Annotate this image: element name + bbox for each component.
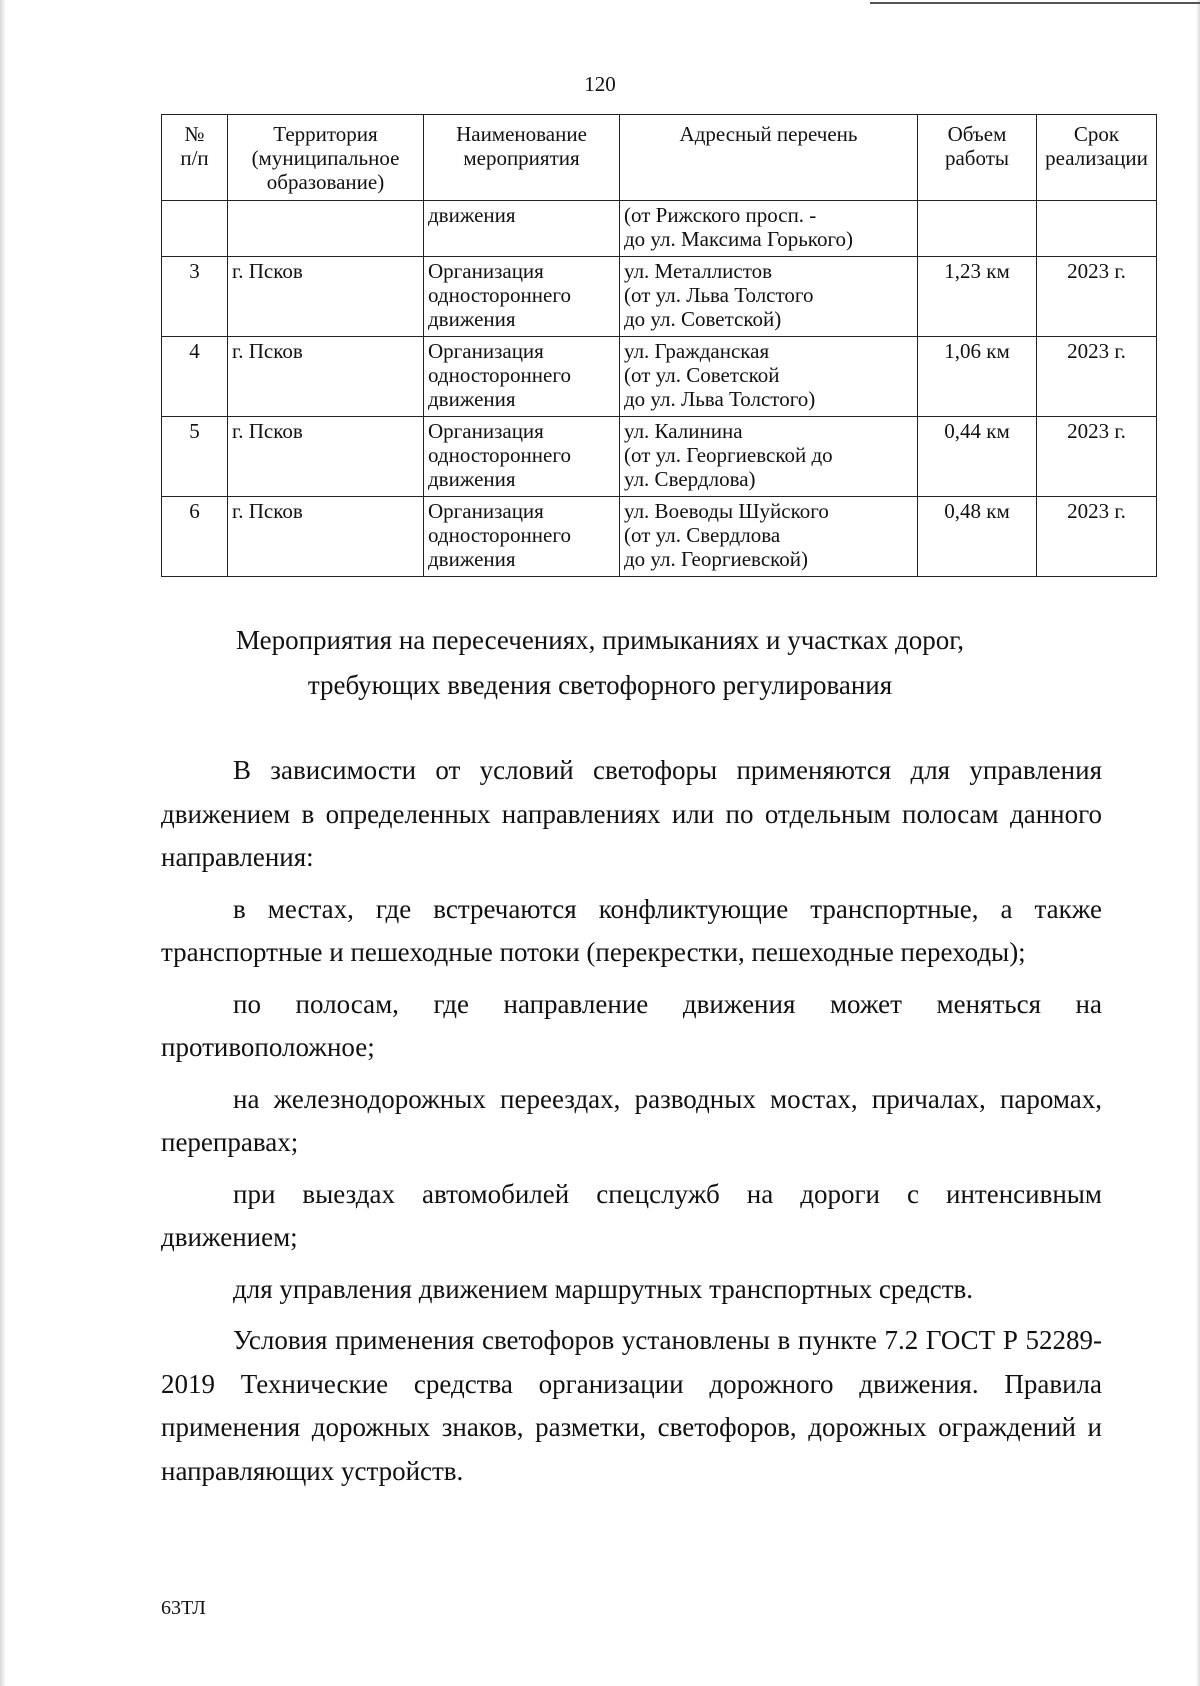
cell-address: ул. Металлистов (от ул. Льва Толстого до ул. Советской) xyxy=(620,257,918,337)
section-title-line-2: требующих введения светофорного регулирования xyxy=(307,670,893,700)
header-number: № п/п xyxy=(162,115,228,201)
footer-code: 63ТЛ xyxy=(161,1597,206,1619)
measures-table-container xyxy=(161,114,1148,577)
cell-volume xyxy=(918,201,1037,257)
cell-measure-name: Организация одностороннего движения xyxy=(424,337,620,417)
scan-top-rule xyxy=(870,2,1200,4)
table-row xyxy=(162,417,1157,497)
body-paragraph: при выездах автомобилей спецслужб на дороги с интенсивным движением; xyxy=(161,1178,1102,1252)
scan-edge-left xyxy=(0,0,6,1686)
section-title-line-1: Мероприятия на пересечениях, примыканиях и участках дорог, xyxy=(235,625,965,655)
cell-measure-name: Организация одностороннего движения xyxy=(424,417,620,497)
table-row xyxy=(162,201,1157,257)
cell-territory xyxy=(228,201,424,257)
section-title xyxy=(0,618,1200,708)
page-number: 120 xyxy=(584,72,616,96)
cell-volume: 0,48 км xyxy=(918,497,1037,577)
cell-measure-name: Организация одностороннего движения xyxy=(424,257,620,337)
header-work-volume: Объем работы xyxy=(918,115,1037,201)
cell-number xyxy=(162,201,228,257)
body-paragraph: по полосам, где направление движения может меняться на противоположное; xyxy=(161,988,1102,1062)
cell-number: 4 xyxy=(162,337,228,417)
measures-table xyxy=(161,114,1157,577)
cell-territory: г. Псков xyxy=(228,417,424,497)
cell-term: 2023 г. xyxy=(1037,417,1157,497)
body-paragraph: в местах, где встречаются конфликтующие транспортные, а также транспортные и пешеходные потоки (перекрестки, пешеходные переходы); xyxy=(161,893,1102,967)
cell-territory: г. Псков xyxy=(228,497,424,577)
cell-term: 2023 г. xyxy=(1037,497,1157,577)
cell-address: ул. Воеводы Шуйского (от ул. Свердлова до ул. Георгиевской) xyxy=(620,497,918,577)
scan-edge-right xyxy=(1196,0,1200,1686)
cell-address: ул. Гражданская (от ул. Советской до ул. Льва Толстого) xyxy=(620,337,918,417)
table-row xyxy=(162,257,1157,337)
table-header-row xyxy=(162,115,1157,201)
cell-address: ул. Калинина (от ул. Георгиевской до ул. Свердлова) xyxy=(620,417,918,497)
body-paragraph: для управления движением маршрутных транспортных средств. xyxy=(233,1273,974,1304)
body-paragraph: на железнодорожных переездах, разводных мостах, причалах, паромах, переправах; xyxy=(161,1083,1102,1157)
body-text xyxy=(161,749,1102,1501)
body-paragraph: В зависимости от условий светофоры применяются для управления движением в определенных направлениях или по отдельным полосам данного направления: xyxy=(161,755,1102,872)
cell-territory: г. Псков xyxy=(228,337,424,417)
table-row xyxy=(162,337,1157,417)
header-territory: Территория (муниципальное образование) xyxy=(228,115,424,201)
header-address-list: Адресный перечень xyxy=(620,115,918,201)
header-measure-name: Наименование мероприятия xyxy=(424,115,620,201)
header-implementation-term: Срок реализации xyxy=(1037,115,1157,201)
cell-number: 3 xyxy=(162,257,228,337)
cell-volume: 1,23 км xyxy=(918,257,1037,337)
body-paragraph: Условия применения светофоров установлены в пункте 7.2 ГОСТ Р 52289-2019 Технические средства организации дорожного движения. Правила применения дорожных знаков, разметки, светофоров, дорожных ограждений и направляющих устройств. xyxy=(161,1325,1102,1486)
table-row xyxy=(162,497,1157,577)
cell-term xyxy=(1037,201,1157,257)
table-body xyxy=(162,201,1157,577)
cell-measure-name: Организация одностороннего движения xyxy=(424,497,620,577)
cell-address: (от Рижского просп. - до ул. Максима Горького) xyxy=(620,201,918,257)
cell-term: 2023 г. xyxy=(1037,257,1157,337)
cell-number: 6 xyxy=(162,497,228,577)
cell-term: 2023 г. xyxy=(1037,337,1157,417)
cell-volume: 0,44 км xyxy=(918,417,1037,497)
cell-number: 5 xyxy=(162,417,228,497)
cell-territory: г. Псков xyxy=(228,257,424,337)
cell-volume: 1,06 км xyxy=(918,337,1037,417)
cell-measure-name: движения xyxy=(424,201,620,257)
